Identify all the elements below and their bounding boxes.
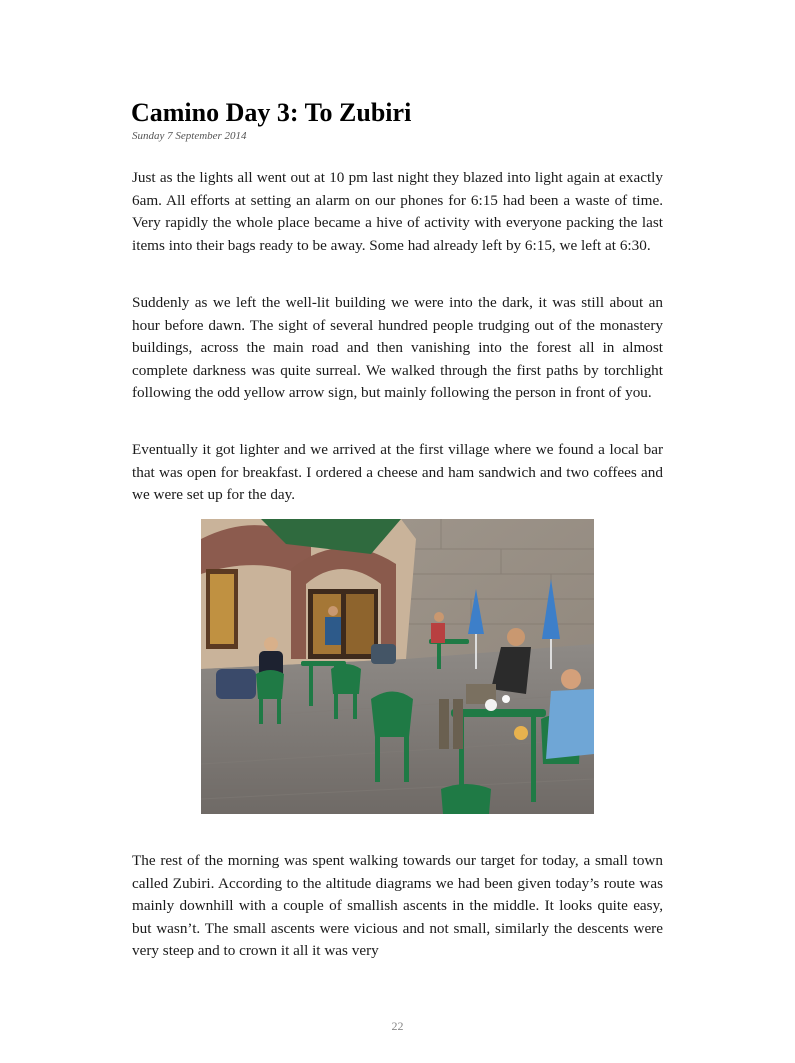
page-title: Camino Day 3: To Zubiri <box>131 98 412 127</box>
paragraph-4: The rest of the morning was spent walking towards our target for today, a small town called Zubiri. According to the altitude diagrams we had been given today’s route was mainly downhill with a couple of smallish ascents in the middle. It looks quite easy, but wasn’t. The small ascents were vicious and not small, similarly the descents were very steep and to crown it all it was very <box>132 852 663 960</box>
paragraph-1: Just as the lights all went out at 10 pm last night they blazed into light again at exactly 6am. All efforts at setting an alarm on our phones for 6:15 had been a waste of time. Very rapidly the whole place became a hive of activity with everyone packing the last items into their bags ready to be away. Some had already left by 6:15, we left at 6:30. <box>132 169 663 254</box>
page-number: 22 <box>391 1019 404 1033</box>
paragraph-3: Eventually it got lighter and we arrived at the first village where we found a local bar that was open for breakfast. I ordered a cheese and ham sandwich and two coffees and we were set up for the day. <box>132 441 663 504</box>
paragraph-2: Suddenly as we left the well-lit building we were into the dark, it was still about an hour before dawn. The sight of several hundred people trudging out of the monastery buildings, across the main road and then vanishing into the forest all in almost complete darkness was quite surreal. We walked through the first paths by torchlight following the odd yellow arrow sign, but mainly following the person in front of you. <box>132 294 663 402</box>
entry-date: Sunday 7 September 2014 <box>132 130 247 142</box>
cafe-terrace-photo <box>201 519 594 814</box>
seated-woman <box>546 689 594 759</box>
